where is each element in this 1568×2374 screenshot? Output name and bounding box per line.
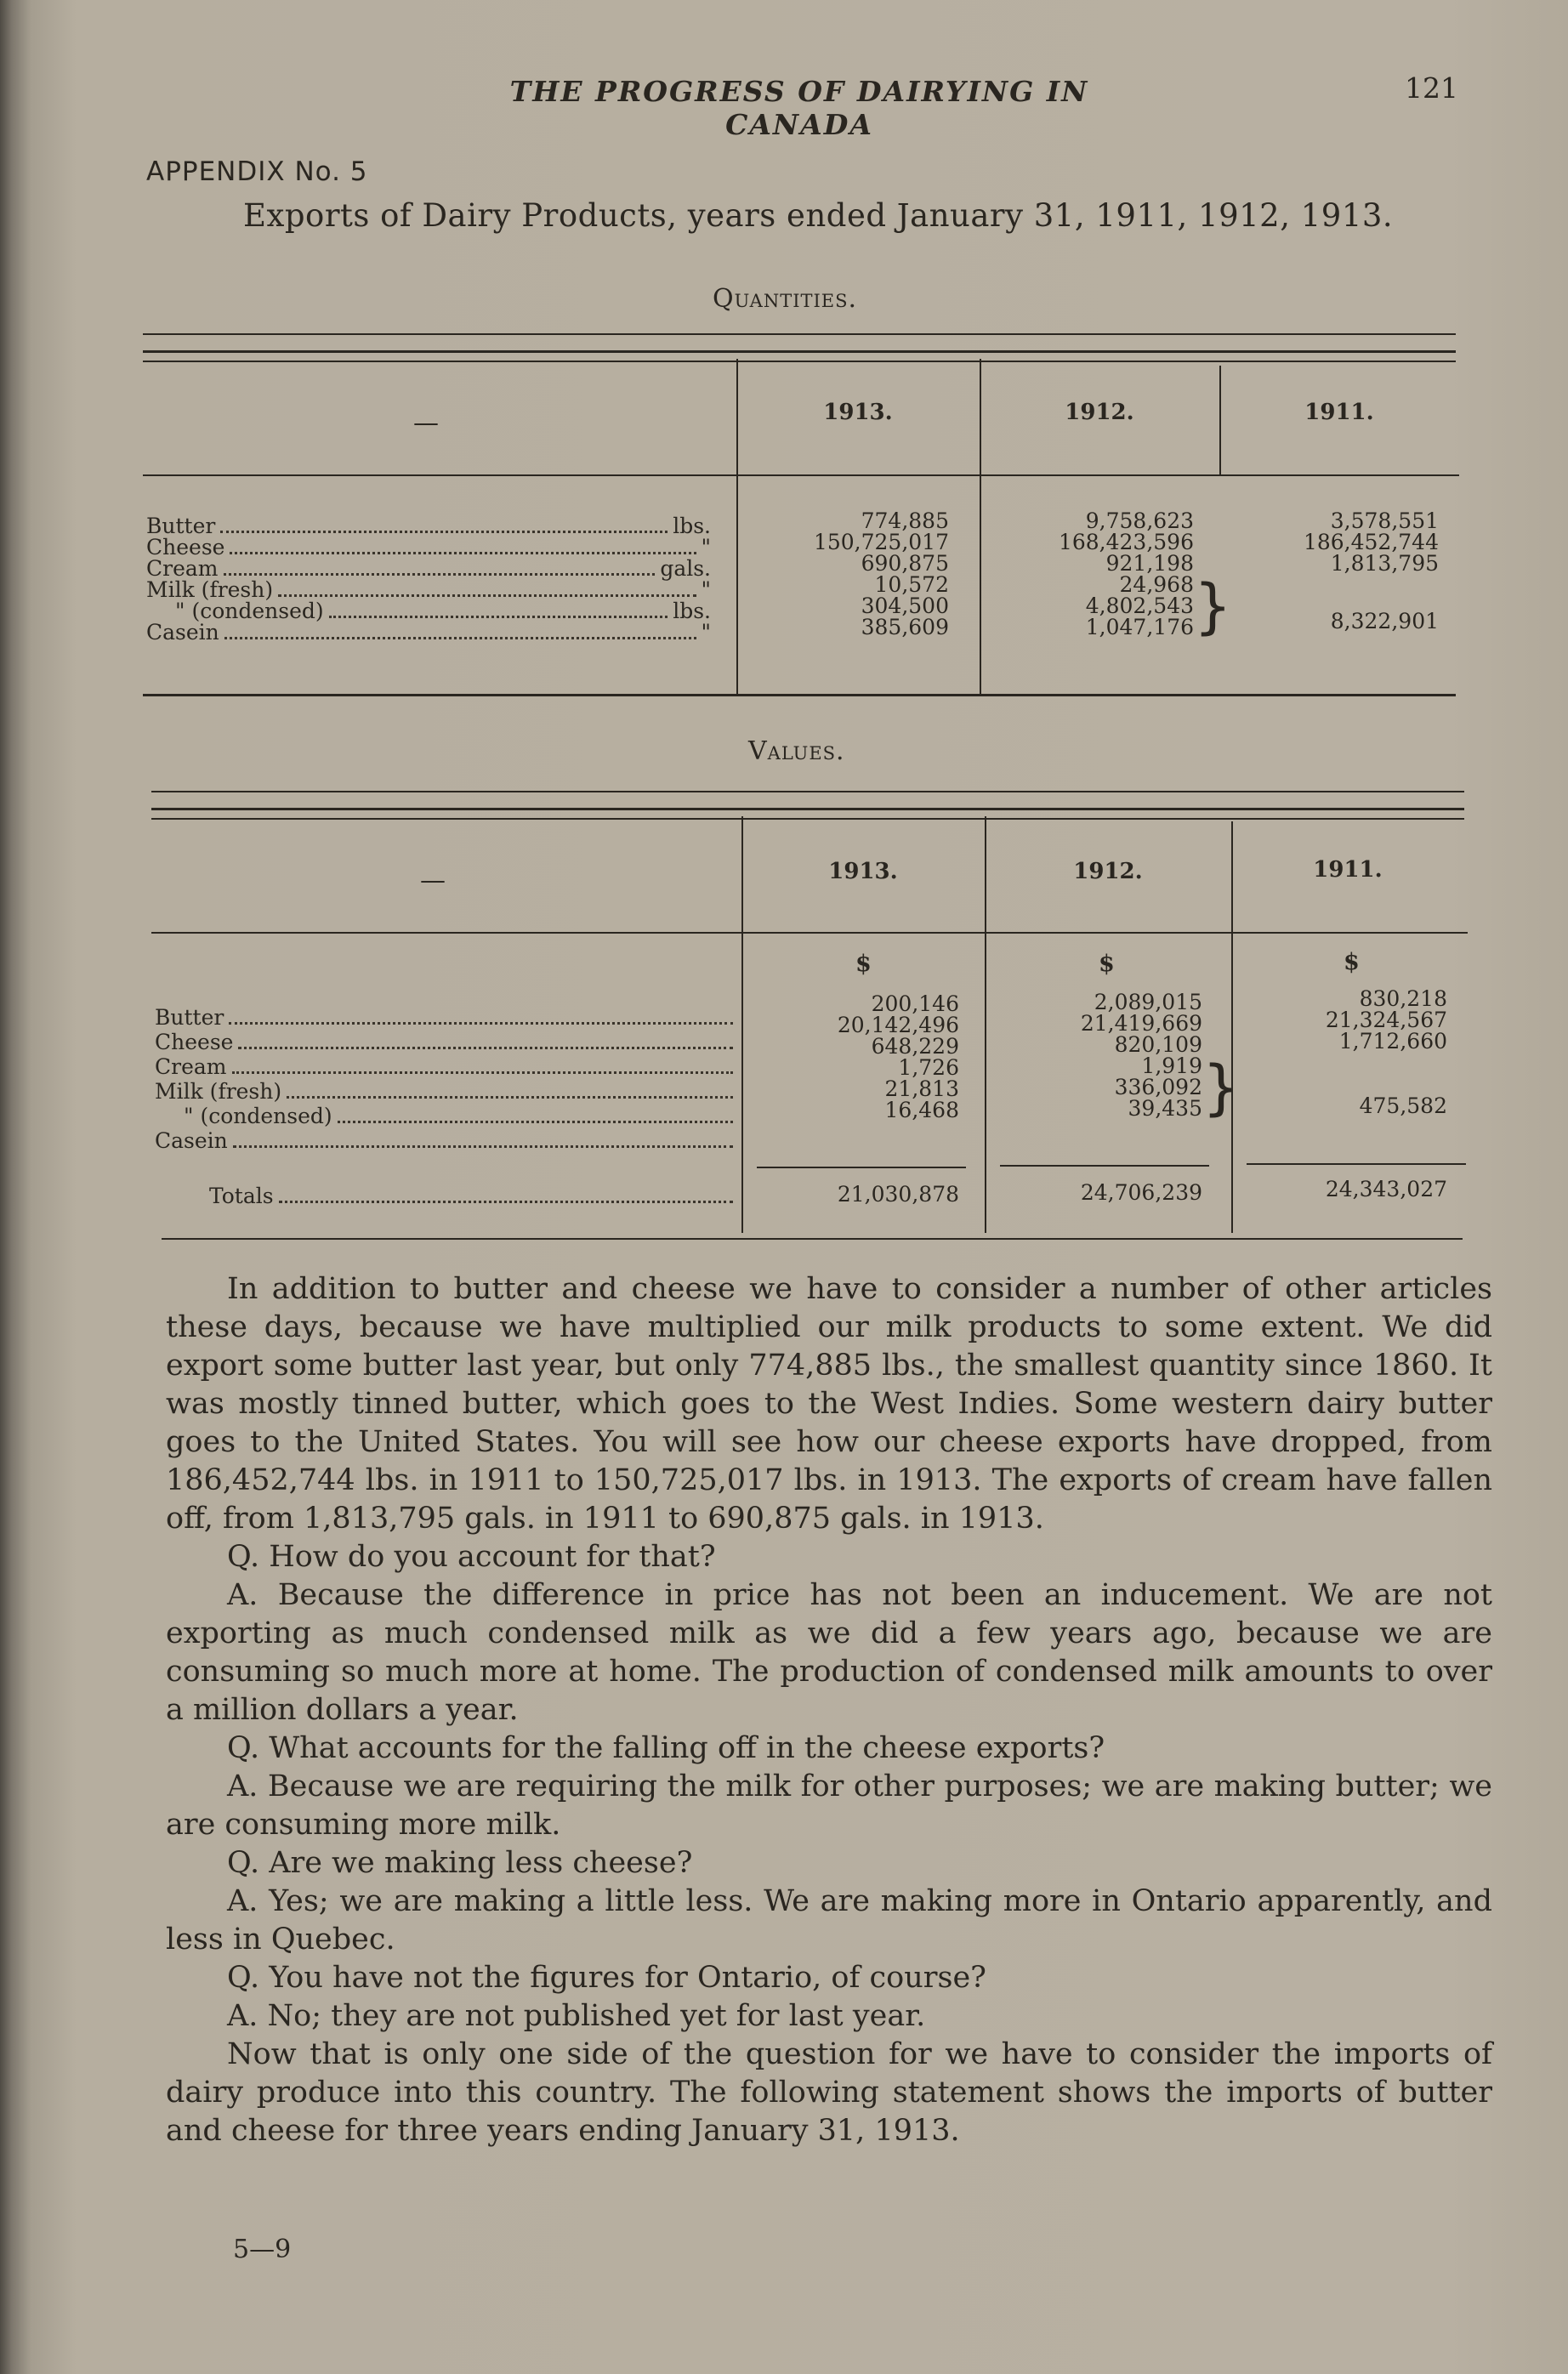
values-currency-1912: $: [1099, 951, 1115, 977]
appendix-label: APPENDIX No. 5: [146, 156, 368, 187]
values-currency-1913: $: [855, 951, 872, 977]
quantities-stub-header: —: [413, 408, 439, 438]
quantities-cell: 921,198: [1105, 551, 1194, 576]
values-cell: 648,229: [871, 1034, 959, 1059]
quantities-merged-1911: 8,322,901: [1330, 609, 1439, 633]
values-cell: 2,089,015: [1094, 990, 1202, 1014]
quantities-col-1913: [736, 510, 949, 638]
body-answer: A. Because we are requiring the milk for other purposes; we are making butter; we are consuming more milk.: [166, 1769, 1492, 1842]
values-label-casein: Casein: [155, 1128, 228, 1153]
body-text: [166, 1270, 1492, 2150]
quantities-cell: 304,500: [861, 594, 949, 618]
values-top-rule-2: [151, 808, 1464, 810]
quantities-brace: }: [1194, 571, 1232, 641]
values-cell: 20,142,496: [837, 1013, 959, 1037]
quantities-cell: 24,968: [1119, 572, 1194, 597]
body-question: Q. What accounts for the falling off in the cheese exports?: [227, 1731, 1105, 1765]
values-cell: 21,813: [884, 1076, 959, 1101]
values-label-condensed: " (condensed): [184, 1104, 332, 1128]
body-answer: A. No; they are not published yet for last year.: [227, 1999, 926, 2033]
quantities-cell: 168,423,596: [1058, 530, 1194, 554]
values-total-1911: 24,343,027: [1325, 1177, 1447, 1201]
values-label-butter: Butter: [155, 1005, 224, 1030]
values-bottom-rule: [162, 1238, 1463, 1240]
quantities-unit-butter: lbs.: [673, 514, 711, 538]
quantities-cell: 4,802,543: [1085, 594, 1194, 618]
quantities-cell: 150,725,017: [813, 530, 949, 554]
body-question: Q. You have not the figures for Ontario, of course?: [227, 1961, 986, 1995]
values-col-1912: [985, 991, 1202, 1119]
quantities-cell: 1,813,795: [1330, 551, 1439, 576]
quantities-label-butter: Butter: [146, 514, 216, 538]
quantities-cell: 186,452,744: [1303, 530, 1439, 554]
values-cell: 200,146: [871, 991, 959, 1016]
quantities-unit-milk-fresh: ": [701, 577, 711, 602]
quantities-header-rule: [143, 474, 1459, 476]
values-header-rule: [151, 932, 1468, 934]
values-year-1913: 1913.: [828, 859, 898, 884]
quantities-row-labels: [146, 515, 711, 643]
body-question: Q. How do you account for that?: [227, 1540, 716, 1574]
values-top-rule-3: [151, 818, 1464, 820]
values-cell: 336,092: [1114, 1075, 1202, 1099]
quantities-top-rule-2: [143, 350, 1456, 353]
quantities-label-cream: Cream: [146, 556, 219, 581]
values-total-1912: 24,706,239: [1080, 1180, 1202, 1205]
quantities-col-1912: [980, 510, 1194, 638]
quantities-cell: 774,885: [861, 508, 949, 533]
values-cell: 1,712,660: [1338, 1029, 1447, 1054]
values-col-1911: [1231, 988, 1447, 1052]
quantities-year-1913: 1913.: [823, 400, 893, 425]
quantities-cell: 9,758,623: [1085, 508, 1194, 533]
values-cell: 21,419,669: [1080, 1011, 1202, 1036]
quantities-cell: 3,578,551: [1330, 508, 1439, 533]
quantities-heading: Quantities.: [713, 284, 858, 314]
values-totals-row: [209, 1185, 738, 1210]
values-brace: }: [1202, 1053, 1241, 1122]
values-col-1913: [741, 993, 959, 1121]
running-title: THE PROGRESS OF DAIRYING IN CANADA: [509, 75, 1089, 141]
values-totals-rule-1912: [1000, 1165, 1209, 1167]
table-title: Exports of Dairy Products, years ended January 31, 1911, 1912, 1913.: [243, 197, 1394, 234]
values-label-cheese: Cheese: [155, 1030, 234, 1054]
quantities-cell: 690,875: [861, 551, 949, 576]
values-cell: 21,324,567: [1325, 1008, 1447, 1032]
values-year-1911: 1911.: [1313, 857, 1383, 883]
values-label-milk-fresh: Milk (fresh): [155, 1079, 282, 1104]
quantities-label-cheese: Cheese: [146, 535, 225, 559]
quantities-top-rule-3: [143, 361, 1456, 362]
body-answer: A. Because the difference in price has not been an inducement. We are not exporting as much condensed milk as we did a few years ago, because we are consuming so much more at home. The production of condensed milk amounts to over a million dollars a year.: [166, 1578, 1492, 1727]
values-cell: 820,109: [1114, 1032, 1202, 1057]
quantities-col-1911: [1219, 510, 1439, 574]
values-stub-header: —: [420, 866, 446, 895]
page-number: 121: [1405, 71, 1458, 105]
values-cell: 830,218: [1359, 986, 1447, 1011]
body-paragraph: Now that is only one side of the question for we have to consider the imports of dairy produce into this country. The following statement shows the imports of butter and cheese for three years ending January 31, 1913.: [166, 2037, 1492, 2148]
values-merged-1911: 475,582: [1359, 1093, 1447, 1118]
values-label-cream: Cream: [155, 1054, 227, 1079]
values-totals-rule-1913: [757, 1167, 966, 1168]
footer-signature: 5—9: [233, 2235, 292, 2264]
values-cell: 39,435: [1128, 1096, 1202, 1121]
values-cell: 1,726: [898, 1055, 959, 1080]
quantities-label-milk-fresh: Milk (fresh): [146, 577, 274, 602]
values-cell: 1,919: [1141, 1054, 1202, 1078]
quantities-year-1912: 1912.: [1065, 400, 1134, 425]
values-totals-label: Totals: [209, 1184, 274, 1208]
quantities-cell: 385,609: [861, 615, 949, 639]
values-cell: 16,468: [884, 1098, 959, 1122]
values-year-1912: 1912.: [1073, 859, 1143, 884]
body-answer: A. Yes; we are making a little less. We are making more in Ontario apparently, and less in Quebec.: [166, 1884, 1492, 1957]
quantities-cell: 1,047,176: [1085, 615, 1194, 639]
body-question: Q. Are we making less cheese?: [227, 1846, 693, 1880]
values-total-1913: 21,030,878: [837, 1182, 959, 1207]
quantities-unit-casein: ": [701, 620, 711, 645]
values-totals-rule-1911: [1247, 1163, 1466, 1165]
values-top-rule: [151, 791, 1464, 792]
quantities-year-1911: 1911.: [1304, 400, 1374, 425]
quantities-cell: 10,572: [874, 572, 949, 597]
quantities-unit-cheese: ": [701, 535, 711, 559]
quantities-label-condensed: " (condensed): [175, 599, 324, 623]
values-row-labels: [155, 1007, 738, 1155]
quantities-label-casein: Casein: [146, 620, 219, 645]
body-paragraph: In addition to butter and cheese we have to consider a number of other articles these days, because we have multiplied our milk products to some extent. We did export some butter last year, but only 774,885 lbs., the smallest quantity since 1860. It was mostly tinned butter, which goes to the West Indies. Some western dairy butter goes to the United States. You will see how our cheese exports have dropped, from 186,452,744 lbs. in 1911 to 150,725,017 lbs. in 1913. The exports of cream have fallen off, from 1,813,795 gals. in 1911 to 690,875 gals. in 1913.: [166, 1272, 1492, 1536]
quantities-bottom-rule: [143, 694, 1456, 696]
values-heading: Values.: [748, 736, 845, 766]
values-currency-1911: $: [1344, 949, 1360, 975]
quantities-unit-condensed: lbs.: [673, 599, 711, 623]
quantities-top-rule: [143, 333, 1456, 335]
quantities-unit-cream: gals.: [660, 556, 711, 581]
